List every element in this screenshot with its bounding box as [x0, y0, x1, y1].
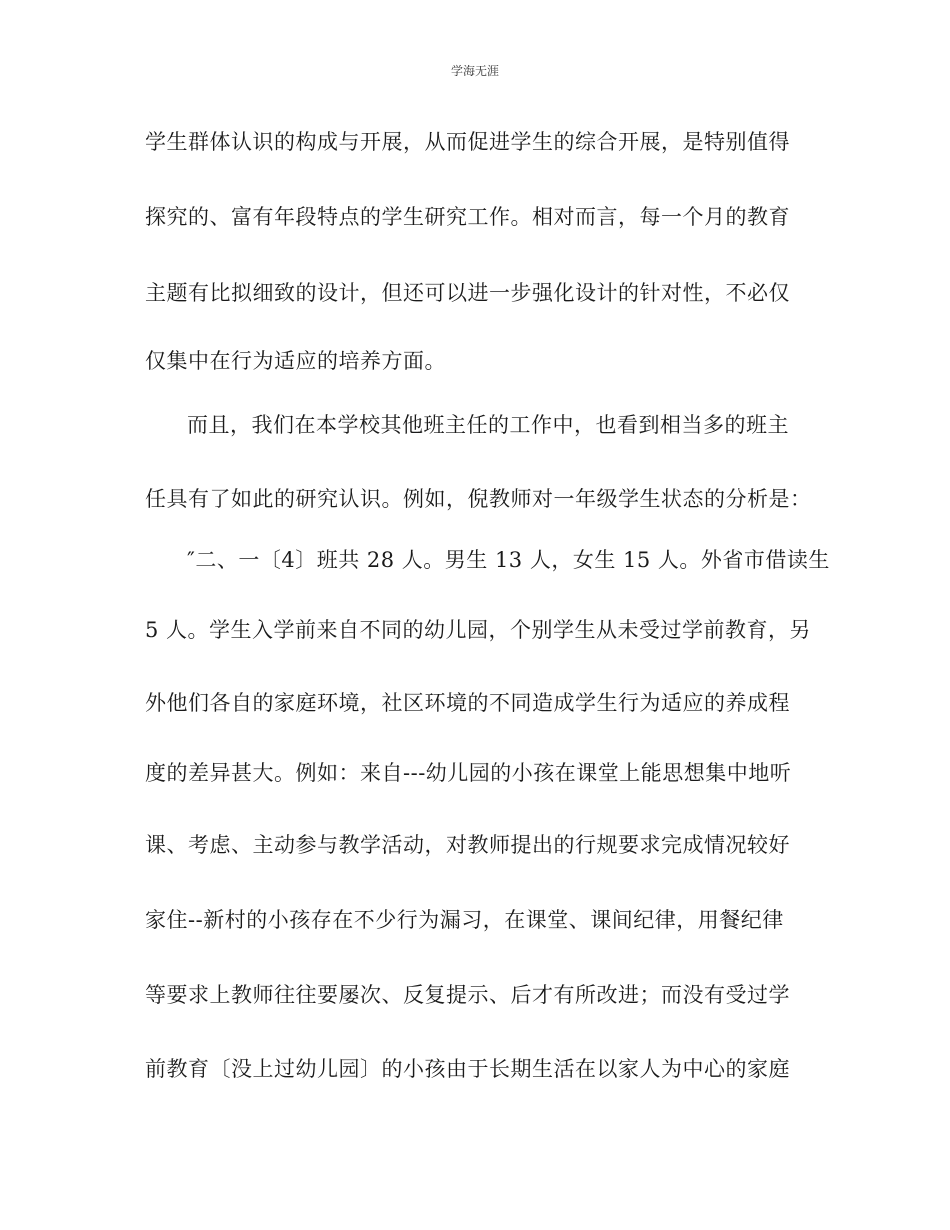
- paragraph-line: 仅集中在行为适应的培养方面。: [145, 349, 446, 373]
- paragraph-line: 度的差异甚大。例如：来自---幼儿园的小孩在课堂上能思想集中地听: [145, 761, 792, 785]
- paragraph-line: 课、考虑、主动参与教学活动，对教师提出的行规要求完成情况较好: [145, 833, 790, 857]
- paragraph-line: 前教育〔没上过幼儿园〕的小孩由于长期生活在以家人为中心的家庭: [145, 1057, 790, 1081]
- paragraph-line: ″二、一〔4〕班共 28 人。男生 13 人，女生 15 人。外省市借读生: [187, 548, 830, 572]
- page-header: 学海无涯: [450, 64, 499, 78]
- paragraph-line: 外他们各自的家庭环境，社区环境的不同造成学生行为适应的养成程: [145, 691, 790, 715]
- paragraph-line: 主题有比拟细致的设计，但还可以进一步强化设计的针对性，不必仅: [145, 281, 790, 305]
- paragraph-line: 等要求上教师往往要屡次、反复提示、后才有所改进；而没有受过学: [145, 983, 790, 1007]
- paragraph-line: 家住--新村的小孩存在不少行为漏习，在课堂、课间纪律，用餐纪律: [145, 908, 784, 932]
- paragraph-line: 而且，我们在本学校其他班主任的工作中，也看到相当多的班主: [187, 413, 789, 437]
- paragraph-line: 学生群体认识的构成与开展，从而促进学生的综合开展，是特别值得: [145, 130, 790, 154]
- paragraph-line: 探究的、富有年段特点的学生研究工作。相对而言，每一个月的教育: [145, 205, 790, 229]
- paragraph-line: 5 人。学生入学前来自不同的幼儿园，个别学生从未受过学前教育，另: [145, 618, 812, 642]
- paragraph-line: 任具有了如此的研究认识。例如，倪教师对一年级学生状态的分析是：: [145, 487, 812, 511]
